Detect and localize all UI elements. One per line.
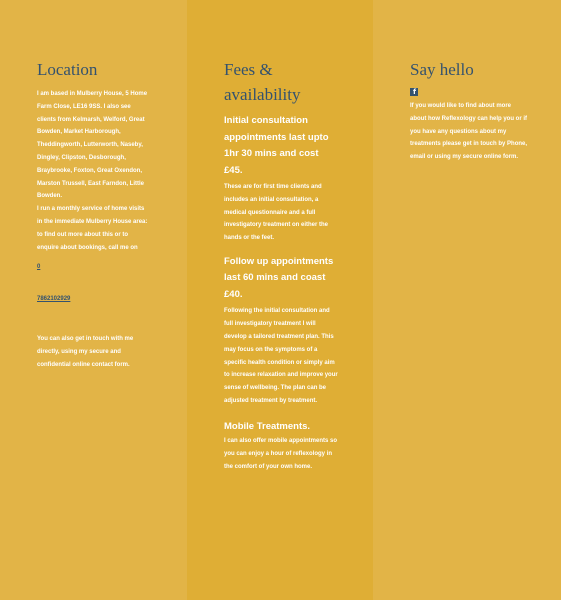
initial-consultation-title: Initial consultation appointments last upto 1hr 30 mins and cost £45.	[224, 115, 329, 176]
location-column	[0, 0, 187, 600]
contact-column	[373, 0, 561, 600]
location-heading: Location	[37, 60, 98, 79]
follow-up-text: Following the initial consultation and full investigatory treatment I will develop a tailored treatment plan. This may focus on the symptoms of a specific health condition or simply aim to increase relaxation and improve your sense of wellbeing. The plan can be adjusted treatment by treatment.	[224, 308, 338, 405]
initial-consultation-text: These are for first time clients and includes an initial consultation, a medical questionnaire and a full investigatory treatment on either the hands or the feet.	[224, 184, 329, 242]
phone-link[interactable]: 7862102929	[37, 296, 71, 303]
phone-prefix-link[interactable]: 0	[37, 264, 41, 271]
follow-up-title: Follow up appointments last 60 mins and coast £40.	[224, 255, 334, 300]
fees-column	[187, 0, 373, 600]
say-hello-heading: Say hello	[410, 60, 474, 79]
facebook-icon[interactable]: f	[410, 88, 418, 96]
home-visits-text: I run a monthly service of home visits in the immediate Mulberry House area: to find out more about this or to enquire about bookings, call me on	[37, 206, 148, 251]
contact-form-text: You can also get in touch with me directly, using my secure and confidential online contact form.	[37, 336, 134, 368]
mobile-treatments-title: Mobile Treatments.	[224, 420, 311, 432]
location-areas-text: I am based in Mulberry House, 5 Home Farm Close, LE16 9SS. I also see clients from Kelmarsh, Welford, Great Bowden, Market Harborough, Theddingworth, Lutterworth, Naseby, Dingley, Clipston, Desborough, Braybrooke, Foxton, Great Oxendon, Marston Trussell, East Farndon, Little Bowden.	[37, 91, 148, 200]
say-hello-text: If you would like to find about more about how Reflexology can help you or if you have any questions about my treatments please get in touch by Phone, email or using my secure online form.	[410, 103, 528, 161]
mobile-treatments-text: I can also offer mobile appointments so you can enjoy a hour of reflexology in the comfort of your own home.	[224, 438, 338, 470]
fees-heading: Fees & availability	[224, 60, 301, 104]
